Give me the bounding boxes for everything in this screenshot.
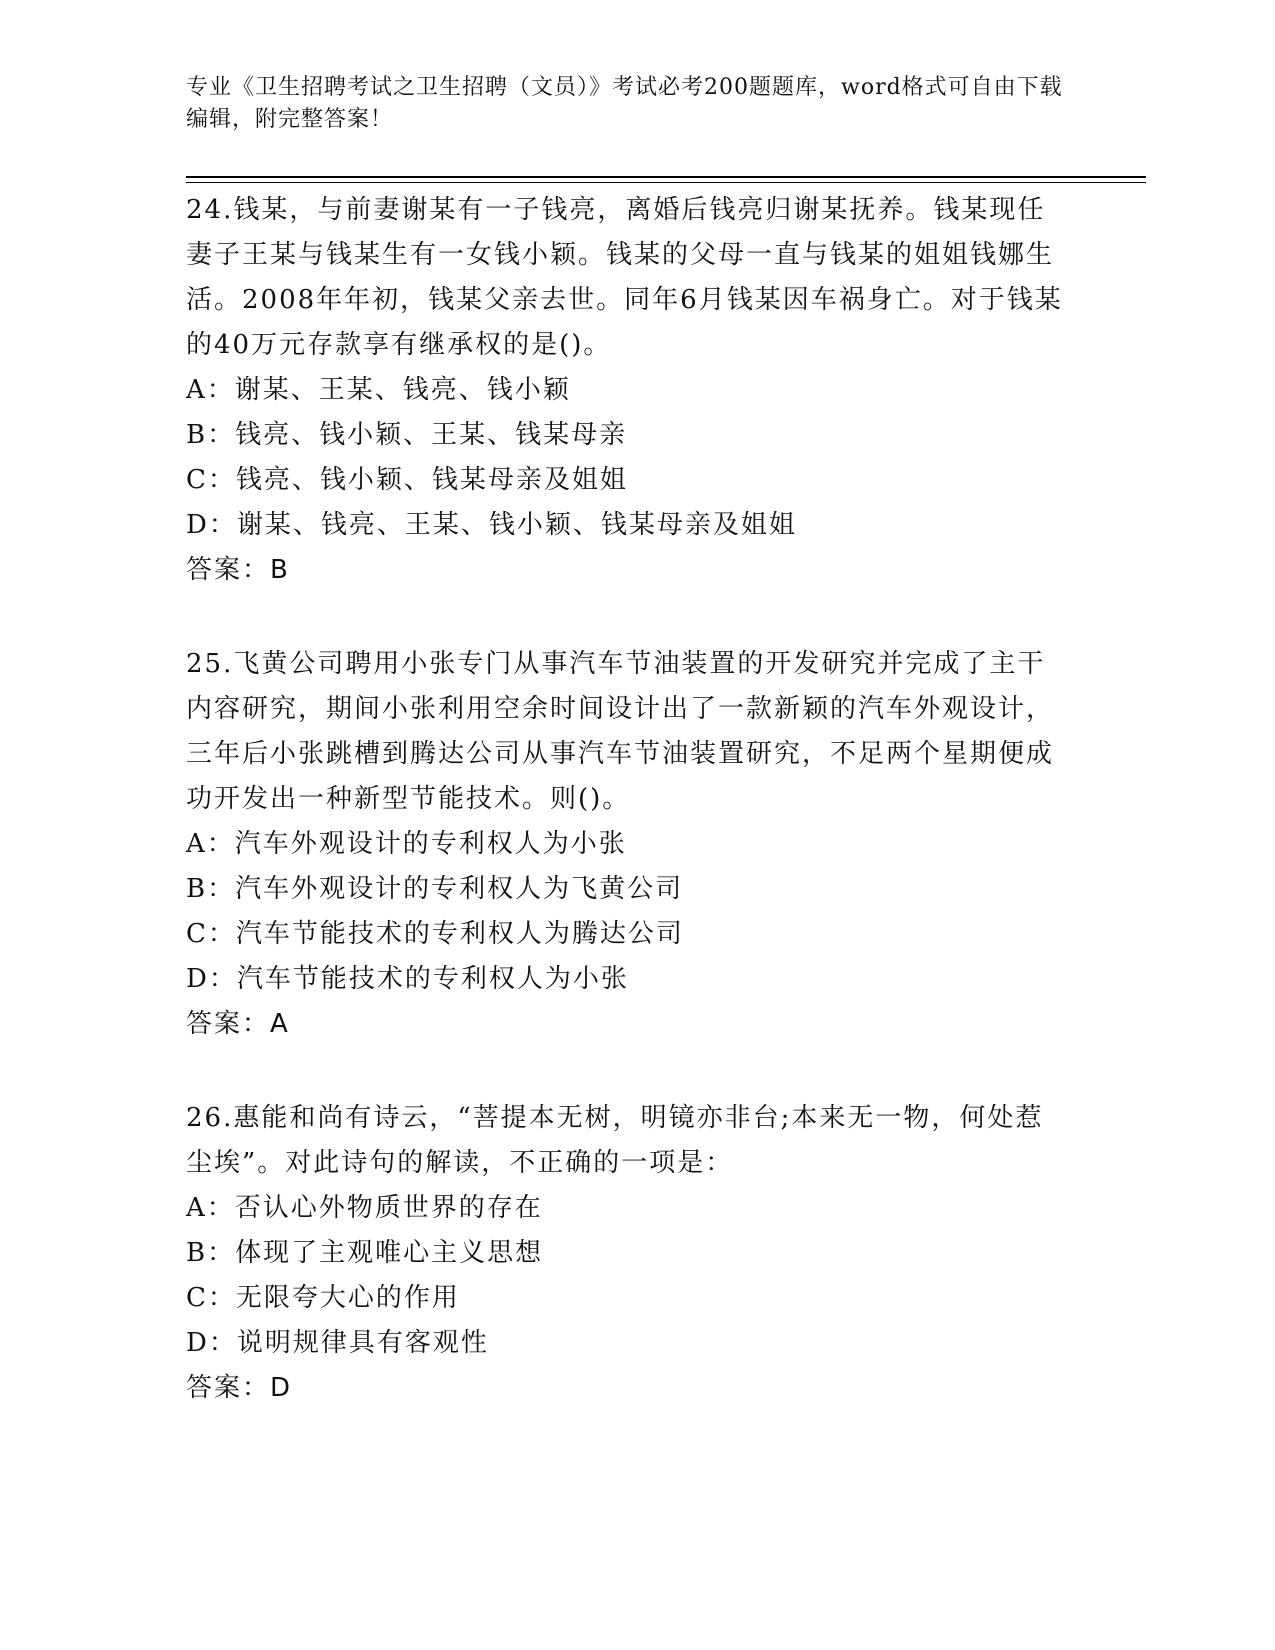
question-24 (186, 188, 1066, 593)
option-a: A：否认心外物质世界的存在 (186, 1193, 543, 1223)
header-rule-thin (186, 182, 1146, 183)
answer-line: 答案：D (186, 1373, 293, 1403)
option-a: A：谢某、王某、钱亮、钱小颖 (186, 375, 571, 405)
header-rule-thick (186, 176, 1146, 178)
option-b: B：钱亮、钱小颖、王某、钱某母亲 (186, 420, 628, 450)
question-stem: 26.惠能和尚有诗云，“菩提本无树，明镜亦非台;本来无一物，何处惹尘埃”。对此诗句的解读，不正确的一项是： (186, 1103, 1044, 1178)
option-b: B：体现了主观唯心主义思想 (186, 1238, 544, 1268)
question-stem: 24.钱某，与前妻谢某有一子钱亮，离婚后钱亮归谢某抚养。钱某现任妻子王某与钱某生有一女钱小颖。钱某的父母一直与钱某的姐姐钱娜生活。2008年年初，钱某父亲去世。同年6月钱某因车祸身亡。对于钱某的40万元存款享有继承权的是()。 (186, 195, 1063, 360)
question-26 (186, 1096, 1066, 1411)
question-stem: 25.飞黄公司聘用小张专门从事汽车节油装置的开发研究并完成了主干内容研究，期间小张利用空余时间设计出了一款新颖的汽车外观设计，三年后小张跳槽到腾达公司从事汽车节油装置研究，不足两个星期便成功开发出一种新型节能技术。则()。 (186, 649, 1055, 814)
page-header: 专业《卫生招聘考试之卫生招聘（文员）》考试必考200题题库，word格式可自由下载编辑，附完整答案！ (186, 75, 1063, 132)
question-25 (186, 642, 1066, 1047)
option-d: D：汽车节能技术的专利权人为小张 (186, 964, 629, 994)
option-d: D：谢某、钱亮、王某、钱小颖、钱某母亲及姐姐 (186, 510, 797, 540)
answer-line: 答案：B (186, 555, 290, 585)
answer-line: 答案：A (186, 1009, 290, 1039)
option-b: B：汽车外观设计的专利权人为飞黄公司 (186, 874, 684, 904)
option-c: C：汽车节能技术的专利权人为腾达公司 (186, 919, 684, 949)
option-a: A：汽车外观设计的专利权人为小张 (186, 829, 627, 859)
option-c: C：钱亮、钱小颖、钱某母亲及姐姐 (186, 465, 628, 495)
option-d: D：说明规律具有客观性 (186, 1328, 489, 1358)
option-c: C：无限夸大心的作用 (186, 1283, 460, 1313)
